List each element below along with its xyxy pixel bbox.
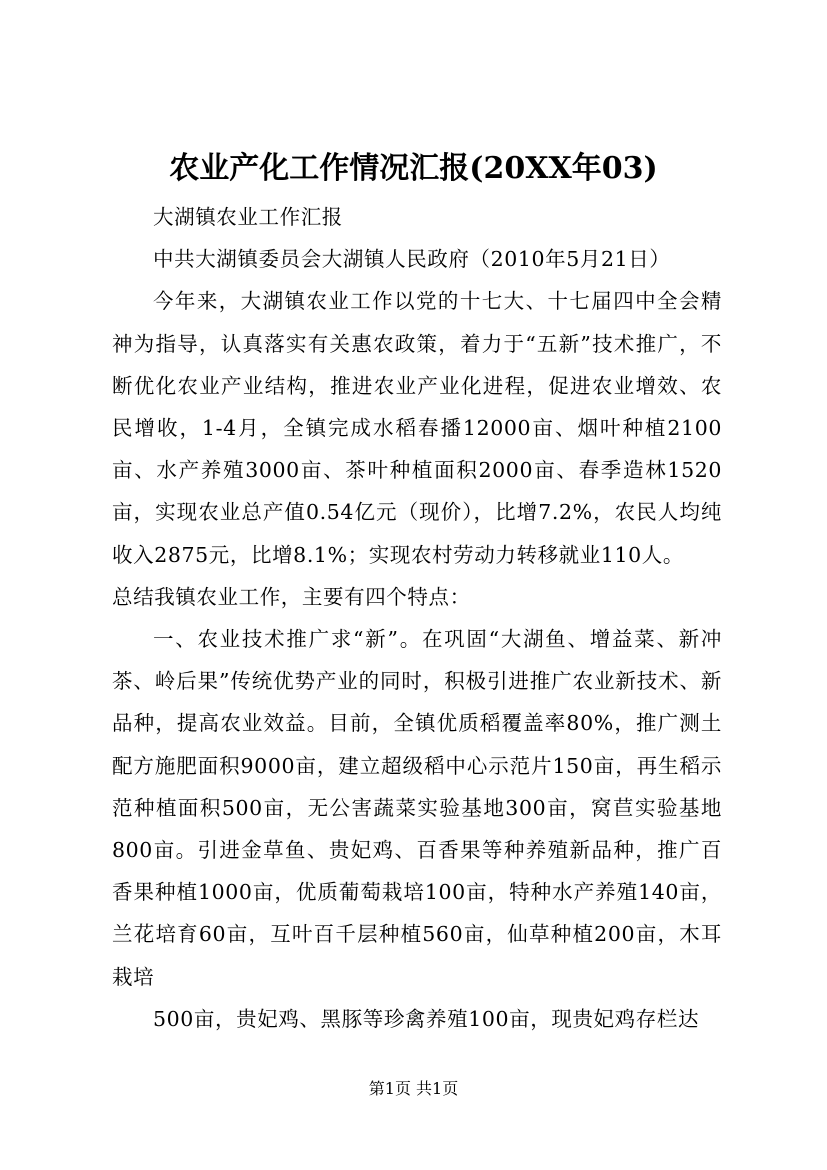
- paragraph-summary: 今年来，大湖镇农业工作以党的十七大、十七届四中全会精神为指导，认真落实有关惠农政策，着力于“五新”技术推广，不断优化农业产业结构，推进农业产业化进程，促进农业增效、农民增收，1-4月，全镇完成水稻春播12000亩、烟叶种植2100亩、水产养殖3000亩、茶叶种植面积2000亩、春季造林1520亩，实现农业总产值0.54亿元（现价），比增7.2%，农民人均纯收入2875元，比增8.1%；实现农村劳动力转移就业110人。: [112, 289, 722, 567]
- page-footer: 第1页 共1页: [368, 1079, 459, 1098]
- document-body: [112, 196, 722, 1040]
- paragraph-feature-one: 一、农业技术推广求“新”。在巩固“大湖鱼、增益菜、新冲茶、岭后果”传统优势产业的同时，积极引进推广农业新技术、新品种，提高农业效益。目前，全镇优质稻覆盖率80%，推广测土配方施肥面积9000亩，建立超级稻中心示范片150亩，再生稻示范种植面积500亩，无公害蔬菜实验基地300亩，窝苣实验基地800亩。引进金草鱼、贵妃鸡、百香果等种养殖新品种，推广百香果种植1000亩，优质葡萄栽培100亩，特种水产养殖140亩，兰花培育60亩，互叶百千层种植560亩，仙草种植200亩，木耳栽培: [112, 627, 722, 989]
- report-heading: 大湖镇农业工作汇报: [153, 205, 343, 229]
- paragraph-features-intro: 总结我镇农业工作，主要有四个特点：: [112, 584, 471, 609]
- report-author-date: 中共大湖镇委员会大湖镇人民政府（2010年5月21日）: [153, 247, 671, 272]
- document-title: 农业产化工作情况汇报(20XX年03): [169, 151, 658, 186]
- paragraph-continuation: 500亩，贵妃鸡、黑豚等珍禽养殖100亩，现贵妃鸡存栏达: [153, 1006, 700, 1031]
